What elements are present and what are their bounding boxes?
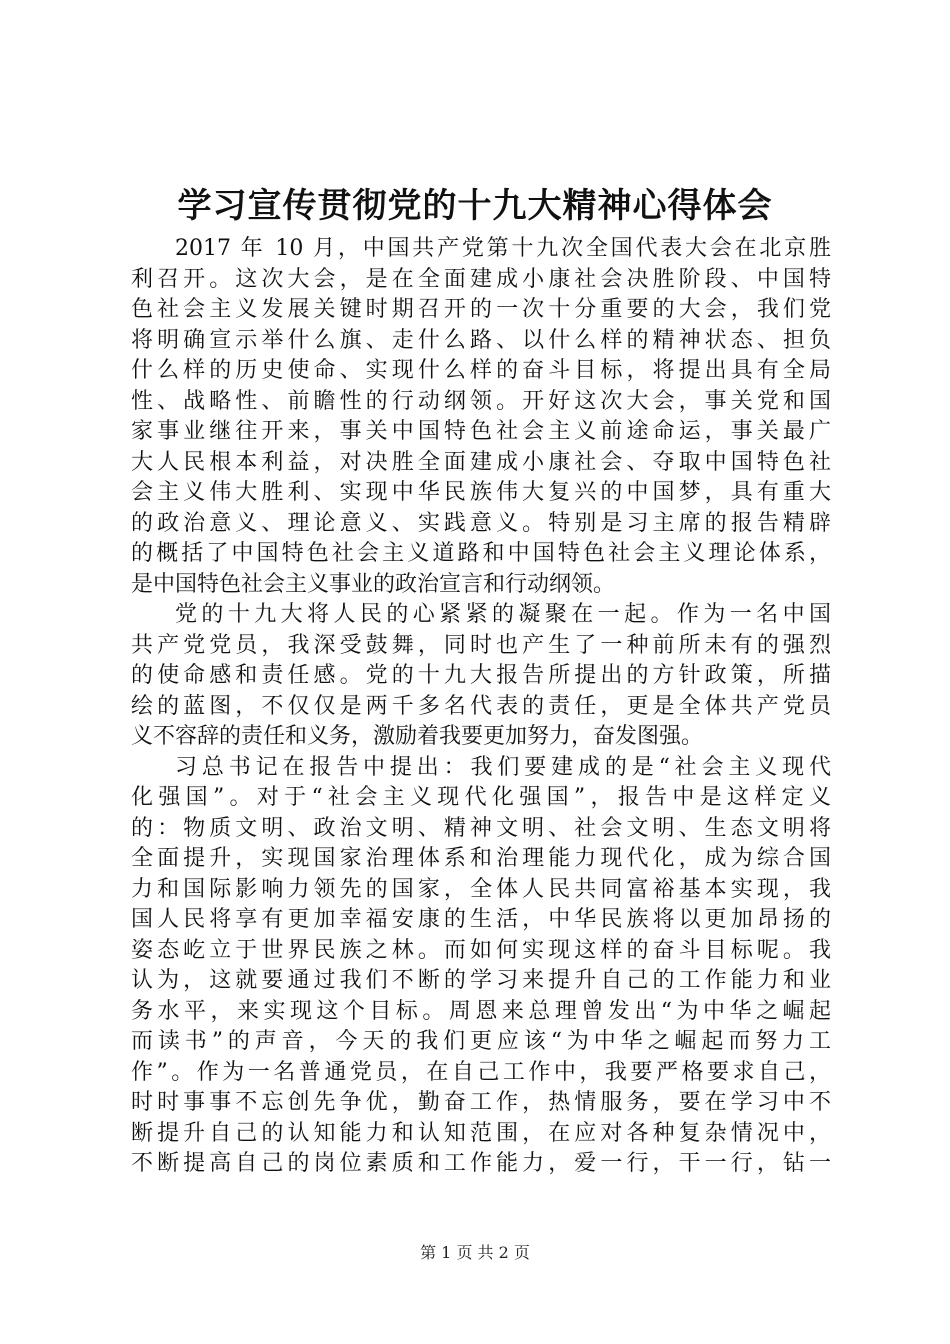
paragraph-3-line-4: 全面提升，实现国家治理体系和治理能力现代化，成为综合国 bbox=[131, 846, 831, 871]
paragraph-3-line-9: 务水平，来实现这个目标。周恩来总理曾发出“为中华之崛起 bbox=[131, 998, 831, 1024]
document-title: 学习宣传贯彻党的十九大精神心得体会 bbox=[177, 186, 773, 226]
paragraph-1-line-2: 利召开。这次大会，是在全面建成小康社会决胜阶段、中国特 bbox=[131, 266, 831, 292]
page-number-footer: 第 1 页 共 2 页 bbox=[420, 1243, 530, 1262]
paragraph-1-line-6: 性、战略性、前瞻性的行动纲领。开好这次大会，事关党和国 bbox=[131, 388, 831, 414]
paragraph-3-line-7: 姿态屹立于世界民族之林。而如何实现这样的奋斗目标呢。我 bbox=[131, 937, 831, 963]
paragraph-3-line-12: 时时事事不忘创先争优，勤奋工作，热情服务，要在学习中不 bbox=[131, 1090, 831, 1115]
paragraph-2-line-1: 党的十九大将人民的心紧紧的凝聚在一起。作为一名中国 bbox=[175, 602, 831, 627]
paragraph-1-line-4: 将明确宣示举什么旗、走什么路、以什么样的精神状态、担负 bbox=[131, 327, 831, 353]
paragraph-2-line-3: 的使命感和责任感。党的十九大报告所提出的方针政策，所描 bbox=[131, 663, 831, 688]
paragraph-1-line-11: 的概括了中国特色社会主义道路和中国特色社会主义理论体系， bbox=[131, 541, 831, 566]
paragraph-1-line-8: 大人民根本利益，对决胜全面建成小康社会、夺取中国特色社 bbox=[131, 449, 831, 475]
paragraph-3-line-8: 认为，这就要通过我们不断的学习来提升自己的工作能力和业 bbox=[131, 968, 831, 993]
paragraph-3-line-2: 化强国”。对于“社会主义现代化强国”，报告中是这样定义 bbox=[131, 785, 831, 810]
paragraph-1-line-1: 2017 年 10 月，中国共产党第十九次全国代表大会在北京胜 bbox=[175, 236, 831, 261]
paragraph-3-line-11: 作”。作为一名普通党员，在自己工作中，我要严格要求自己， bbox=[131, 1059, 831, 1085]
document-body bbox=[131, 234, 831, 1180]
paragraph-2-line-2: 共产党党员，我深受鼓舞，同时也产生了一种前所未有的强烈 bbox=[131, 632, 831, 658]
paragraph-1-line-3: 色社会主义发展关键时期召开的一次十分重要的大会，我们党 bbox=[131, 297, 831, 322]
paragraph-2-line-4: 绘的蓝图，不仅仅是两千多名代表的责任，更是全体共产党员 bbox=[131, 693, 831, 719]
paragraph-1-line-12: 是中国特色社会主义事业的政治宣言和行动纲领。 bbox=[131, 571, 616, 597]
paragraph-3-line-3: 的：物质文明、政治文明、精神文明、社会文明、生态文明将 bbox=[131, 815, 831, 841]
paragraph-3-line-14: 不断提高自己的岗位素质和工作能力，爱一行，干一行，钻一 bbox=[131, 1151, 831, 1176]
paragraph-1-line-10: 的政治意义、理论意义、实践意义。特别是习主席的报告精辟 bbox=[131, 510, 831, 536]
paragraph-1-line-7: 家事业继往开来，事关中国特色社会主义前途命运，事关最广 bbox=[131, 419, 831, 444]
paragraph-3-line-13: 断提升自己的认知能力和认知范围，在应对各种复杂情况中， bbox=[131, 1120, 831, 1146]
paragraph-3-line-5: 力和国际影响力领先的国家，全体人民共同富裕基本实现，我 bbox=[131, 876, 831, 902]
paragraph-3-line-10: 而读书”的声音，今天的我们更应该“为中华之崛起而努力工 bbox=[131, 1029, 831, 1054]
paragraph-3-line-6: 国人民将享有更加幸福安康的生活，中华民族将以更加昂扬的 bbox=[131, 907, 831, 932]
paragraph-1-line-5: 什么样的历史使命、实现什么样的奋斗目标，将提出具有全局 bbox=[131, 358, 831, 383]
paragraph-2-line-5: 义不容辞的责任和义务，激励着我要更加努力，奋发图强。 bbox=[131, 724, 704, 749]
paragraph-1-line-9: 会主义伟大胜利、实现中华民族伟大复兴的中国梦，具有重大 bbox=[131, 480, 831, 505]
paragraph-3-line-1: 习总书记在报告中提出：我们要建成的是“社会主义现代 bbox=[175, 754, 831, 780]
